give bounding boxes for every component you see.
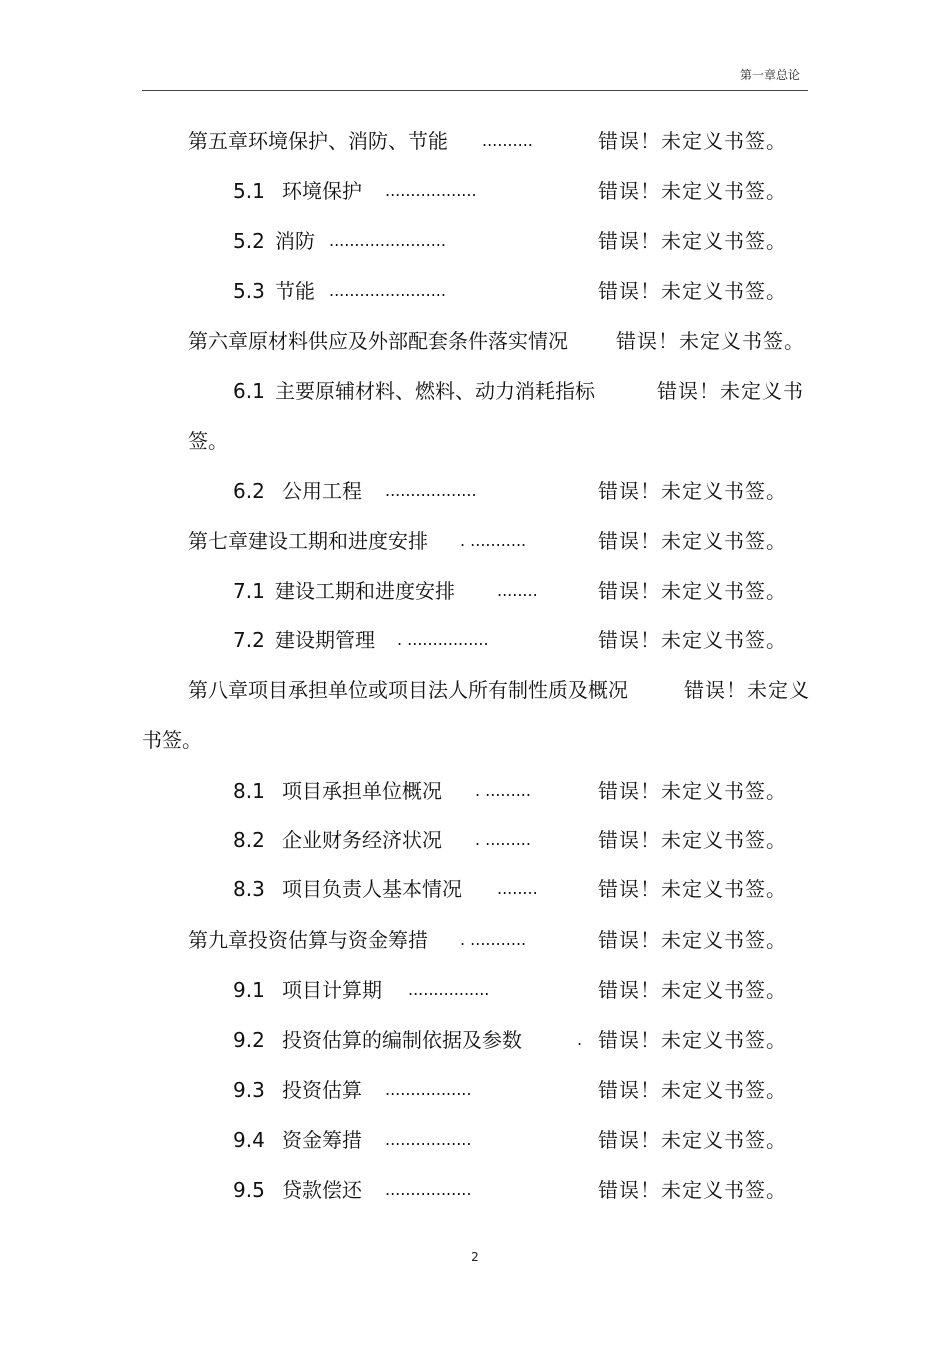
toc-error-text: 错误！未定义 xyxy=(684,678,810,702)
toc-title: 主要原辅材料、燃料、动力消耗指标 xyxy=(275,379,595,403)
toc-title: 建设期管理 xyxy=(275,628,375,652)
toc-error-text: 错误！未定义书签。 xyxy=(598,279,787,303)
toc-number: 9.5 xyxy=(233,1178,265,1202)
toc-title: 第七章建设工期和进度安排 xyxy=(188,529,428,553)
toc-leader-dots: . ........... xyxy=(460,930,527,949)
toc-number: 9.3 xyxy=(233,1078,265,1102)
toc-number: 8.2 xyxy=(233,828,265,852)
toc-title: 环境保护 xyxy=(282,179,362,203)
toc-title: 项目负责人基本情况 xyxy=(282,877,462,901)
toc-error-text: 错误！未定义书签。 xyxy=(598,1078,787,1102)
toc-error-text-wrap: 书签。 xyxy=(142,728,202,752)
toc-error-text: 错误！未定义书签。 xyxy=(598,779,787,803)
toc-leader-dots: .................. xyxy=(385,181,477,200)
toc-error-text: 错误！未定义书签。 xyxy=(598,877,787,901)
toc-error-text: 错误！未定义书签。 xyxy=(598,928,787,952)
toc-leader-dots: ................. xyxy=(385,1130,472,1149)
toc-leader-dots: .................. xyxy=(385,481,477,500)
toc-number: 6.2 xyxy=(233,479,265,503)
toc-leader-dots: . xyxy=(577,1030,583,1049)
toc-title: 第九章投资估算与资金筹措 xyxy=(188,928,428,952)
toc-leader-dots: ....................... xyxy=(329,281,446,300)
toc-title: 投资估算 xyxy=(282,1078,362,1102)
toc-title: 消防 xyxy=(275,229,315,253)
toc-error-text: 错误！未定义书签。 xyxy=(598,1178,787,1202)
toc-number: 5.1 xyxy=(233,179,265,203)
page-number: 2 xyxy=(471,1250,479,1264)
toc-title: 第六章原材料供应及外部配套条件落实情况 xyxy=(188,329,568,353)
toc-title: 企业财务经济状况 xyxy=(282,828,442,852)
toc-leader-dots: ................ xyxy=(408,980,490,999)
toc-leader-dots: ....................... xyxy=(329,231,446,250)
toc-error-text: 错误！未定义书签。 xyxy=(598,229,787,253)
toc-error-text: 错误！未定义书签。 xyxy=(598,628,787,652)
toc-error-text: 错误！未定义书签。 xyxy=(598,579,787,603)
toc-error-text-wrap: 签。 xyxy=(188,429,228,453)
toc-error-text: 错误！未定义书签。 xyxy=(598,179,787,203)
page-header xyxy=(142,66,808,91)
toc-number: 8.3 xyxy=(233,877,265,901)
toc-error-text: 错误！未定义书签。 xyxy=(598,978,787,1002)
toc-title: 公用工程 xyxy=(282,479,362,503)
toc-title: 第八章项目承担单位或项目法人所有制性质及概况 xyxy=(188,678,628,702)
toc-error-text: 错误！未定义书签。 xyxy=(598,1028,787,1052)
toc-error-text: 错误！未定义书签。 xyxy=(598,479,787,503)
toc-title: 项目承担单位概况 xyxy=(282,779,442,803)
toc-number: 7.1 xyxy=(233,579,265,603)
toc-number: 5.3 xyxy=(233,279,265,303)
toc-number: 9.2 xyxy=(233,1028,265,1052)
toc-title: 第五章环境保护、消防、节能 xyxy=(188,129,448,153)
toc-leader-dots: . ........... xyxy=(460,531,527,550)
toc-number: 5.2 xyxy=(233,229,265,253)
toc-leader-dots: . ......... xyxy=(475,830,531,849)
header-title: 第一章总论 xyxy=(739,68,800,82)
toc-title: 项目计算期 xyxy=(282,978,382,1002)
toc-leader-dots: .......... xyxy=(482,131,533,150)
toc-error-text: 错误！未定义书签。 xyxy=(598,1128,787,1152)
toc-error-text: 错误！未定义书签。 xyxy=(616,329,805,353)
toc-number: 9.4 xyxy=(233,1128,265,1152)
toc-leader-dots: ................. xyxy=(385,1080,472,1099)
toc-title: 投资估算的编制依据及参数 xyxy=(282,1028,522,1052)
toc-number: 8.1 xyxy=(233,779,265,803)
toc-leader-dots: . ......... xyxy=(475,781,531,800)
toc-error-text: 错误！未定义书签。 xyxy=(598,529,787,553)
toc-title: 资金筹措 xyxy=(282,1128,362,1152)
toc-title: 贷款偿还 xyxy=(282,1178,362,1202)
toc-leader-dots: . ................ xyxy=(397,630,489,649)
toc-leader-dots: ........ xyxy=(497,581,538,600)
toc-title: 建设工期和进度安排 xyxy=(275,579,455,603)
toc-error-text: 错误！未定义书签。 xyxy=(598,828,787,852)
toc-number: 9.1 xyxy=(233,978,265,1002)
toc-title: 节能 xyxy=(275,279,315,303)
toc-leader-dots: ........ xyxy=(497,879,538,898)
toc-number: 6.1 xyxy=(233,379,265,403)
toc-error-text: 错误！未定义书签。 xyxy=(598,129,787,153)
toc-error-text: 错误！未定义书 xyxy=(657,379,804,403)
toc-number: 7.2 xyxy=(233,628,265,652)
toc-leader-dots: ................. xyxy=(385,1180,472,1199)
